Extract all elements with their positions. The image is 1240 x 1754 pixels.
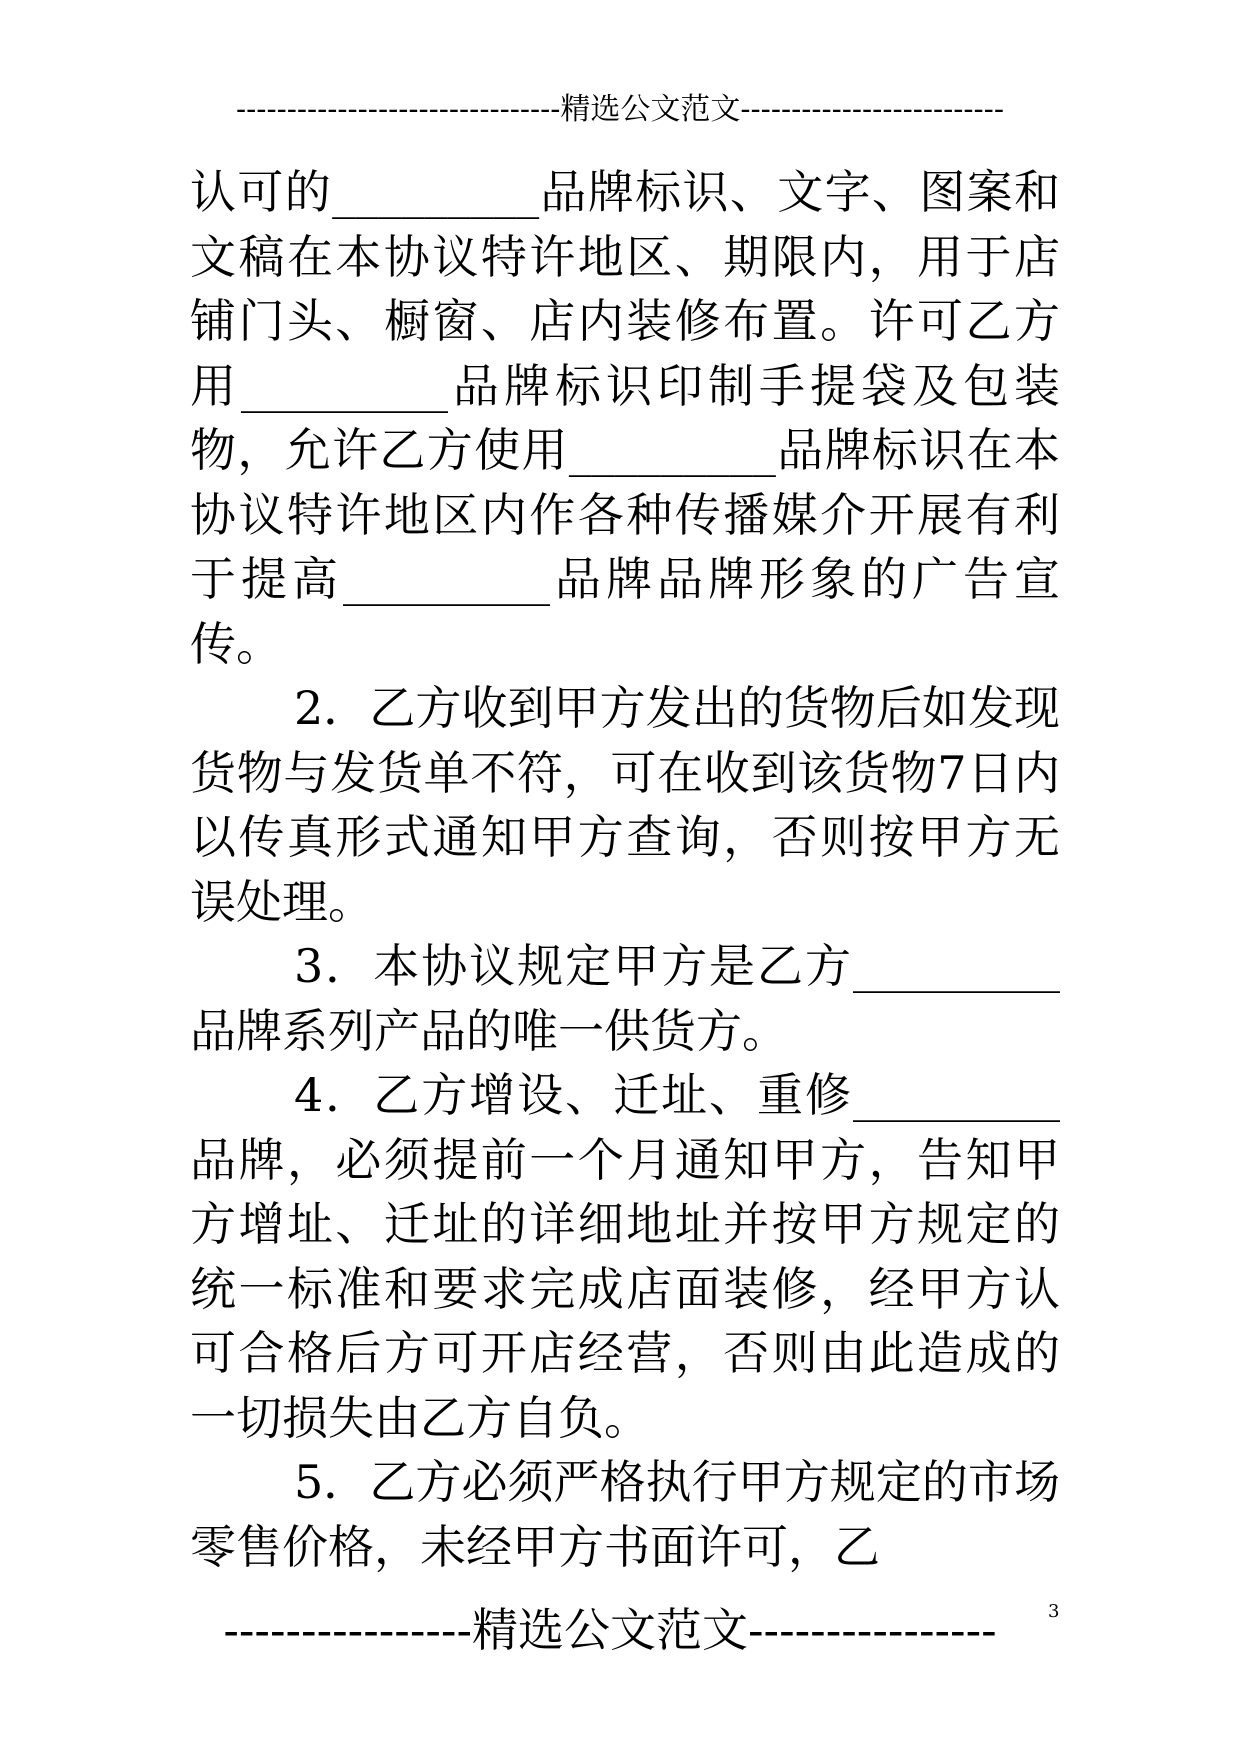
paragraph-1: 认可的_________品牌标识、文字、图案和文稿在本协议特许地区、期限内，用于店铺门头、橱窗、店内装修布置。许可乙方用_________品牌标识印制手提袋及包装物，允许乙方使用_________品牌标识在本协议特许地区内作各种传播媒介开展有利于提高_________品牌品牌形象的广告宣传。 bbox=[190, 165, 1060, 671]
page-header: --------------------------------精选公文范文-------------------------- bbox=[236, 92, 1004, 127]
page-number: 3 bbox=[1048, 1601, 1060, 1622]
paragraph-2: 2．乙方收到甲方发出的货物后如发现货物与发货单不符，可在收到该货物7日内以传真形式通知甲方查询，否则按甲方无误处理。 bbox=[190, 681, 1060, 929]
paragraph-4: 4．乙方增设、迁址、重修_________品牌，必须提前一个月通知甲方，告知甲方增址、迁址的详细地址并按甲方规定的统一标准和要求完成店面装修，经甲方认可合格后方可开店经营，否则由此造成的一切损失由乙方自负。 bbox=[190, 1068, 1060, 1445]
document-body bbox=[190, 160, 1060, 1579]
paragraph-3: 3．本协议规定甲方是乙方_________品牌系列产品的唯一供货方。 bbox=[190, 939, 1060, 1058]
paragraph-5: 5．乙方必须严格执行甲方规定的市场零售价格，未经甲方书面许可，乙 bbox=[190, 1455, 1060, 1574]
page-footer: ----------------精选公文范文---------------- bbox=[223, 1603, 997, 1657]
